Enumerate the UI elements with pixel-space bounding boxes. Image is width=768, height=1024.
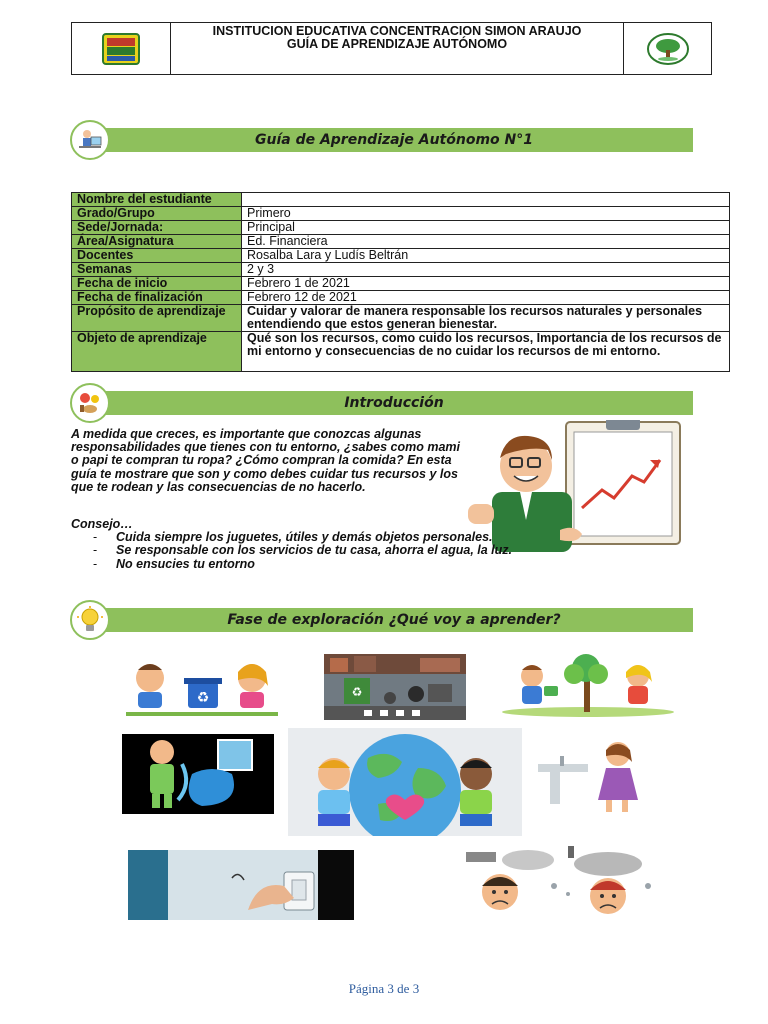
lightbulb-icon xyxy=(75,605,105,635)
header-titles xyxy=(171,23,623,74)
row-value: 2 y 3 xyxy=(242,263,730,277)
row-key: Área/Asignatura xyxy=(72,235,242,249)
row-value: Febrero 1 de 2021 xyxy=(242,277,730,291)
row-key: Objeto de aprendizaje xyxy=(72,332,242,372)
row-value: Qué son los recursos, como cuido los recursos, Importancia de los recursos de mi entorno y consecuencias de no cuidar los recursos de mi entorno. xyxy=(242,332,730,372)
table-row xyxy=(72,193,730,207)
header-institution: INSTITUCION EDUCATIVA CONCENTRACION SIMON ARAUJO xyxy=(212,24,582,38)
table-row xyxy=(72,249,730,263)
student-name-field[interactable] xyxy=(242,193,730,207)
student-desk-icon xyxy=(75,125,105,155)
section-banner-fase xyxy=(95,608,693,632)
row-key: Nombre del estudiante xyxy=(72,193,242,207)
kids-hugging-earth-illustration xyxy=(288,728,522,836)
row-key: Grado/Grupo xyxy=(72,207,242,221)
tree-emblem-icon xyxy=(646,32,690,66)
light-switch-image xyxy=(128,850,354,920)
banner-guia-badge xyxy=(70,120,110,160)
introduction-paragraph: A medida que creces, es importante que conozcas algunas responsabilidades que tienes con tu entorno, ¿sabes como mami o papi te compran tu ropa? ¿Cómo compran la comida? En esta guía te mostrare que son y como debes cuidar tus recursos y los que te rodean y las consecuencias de no hacerlo. xyxy=(71,427,460,494)
food-resources-icon xyxy=(75,388,105,418)
row-value: Ed. Financiera xyxy=(242,235,730,249)
row-value: Cuidar y valorar de manera responsable los recursos naturales y personales entendiendo que estos generan bienestar. xyxy=(242,305,730,332)
table-row xyxy=(72,221,730,235)
list-item: - Cuida siempre los juguetes, útiles y demás objetos personales. xyxy=(93,531,591,544)
table-row xyxy=(72,291,730,305)
girl-sink-illustration xyxy=(534,738,662,814)
row-key: Fecha de inicio xyxy=(72,277,242,291)
table-row xyxy=(72,332,730,372)
row-value: Principal xyxy=(242,221,730,235)
banner-fase-title: Fase de exploración ¿Qué voy a aprender? xyxy=(227,612,561,628)
row-key: Semanas xyxy=(72,263,242,277)
kids-earth-image xyxy=(288,728,522,836)
banner-guia-title: Guía de Aprendizaje Autónomo N°1 xyxy=(254,132,533,148)
banner-fase-badge xyxy=(70,600,110,640)
polluted-air-kids-illustration xyxy=(458,846,674,918)
wasting-water-illustration xyxy=(122,734,274,814)
row-value: Febrero 12 de 2021 xyxy=(242,291,730,305)
row-key: Docentes xyxy=(72,249,242,263)
banner-intro-title: Introducción xyxy=(344,395,444,411)
section-banner-guia xyxy=(95,128,693,152)
row-value: Primero xyxy=(242,207,730,221)
document-header xyxy=(71,22,712,75)
advice-list xyxy=(93,531,591,571)
advice-block xyxy=(71,518,591,571)
school-logo-left xyxy=(72,23,171,74)
svg-text:♻: ♻ xyxy=(196,690,210,706)
girl-closing-tap-image xyxy=(534,738,662,814)
section-banner-introduccion xyxy=(95,391,693,415)
street-trash-illustration xyxy=(324,654,466,720)
table-row xyxy=(72,235,730,249)
row-key: Sede/Jornada: xyxy=(72,221,242,235)
recycling-kids-illustration xyxy=(126,656,278,718)
advice-title: Consejo… xyxy=(71,517,133,531)
student-info-table xyxy=(71,192,730,372)
banner-intro-badge xyxy=(70,383,110,423)
row-key: Propósito de aprendizaje xyxy=(72,305,242,332)
svg-text:♻: ♻ xyxy=(351,685,363,699)
school-logo-right xyxy=(623,23,711,74)
table-row xyxy=(72,305,730,332)
water-waste-image xyxy=(122,734,274,814)
list-item: - No ensucies tu entorno xyxy=(93,558,591,571)
header-guide-title: GUÍA DE APRENDIZAJE AUTÓNOMO xyxy=(286,37,508,51)
air-pollution-kids-image xyxy=(458,846,674,918)
table-row xyxy=(72,263,730,277)
kids-recycling-image xyxy=(126,656,278,718)
school-crest-icon xyxy=(101,32,141,66)
row-value: Rosalba Lara y Ludís Beltrán xyxy=(242,249,730,263)
table-row xyxy=(72,277,730,291)
table-row xyxy=(72,207,730,221)
city-pollution-image xyxy=(324,654,466,720)
kids-planting-tree-image xyxy=(496,652,676,718)
list-item: - Se responsable con los servicios de tu casa, ahorra el agua, la luz. xyxy=(93,544,591,557)
turning-off-light-illustration xyxy=(128,850,354,920)
planting-tree-illustration xyxy=(496,652,676,718)
page-number: Página 3 de 3 xyxy=(348,981,420,996)
row-key: Fecha de finalización xyxy=(72,291,242,305)
